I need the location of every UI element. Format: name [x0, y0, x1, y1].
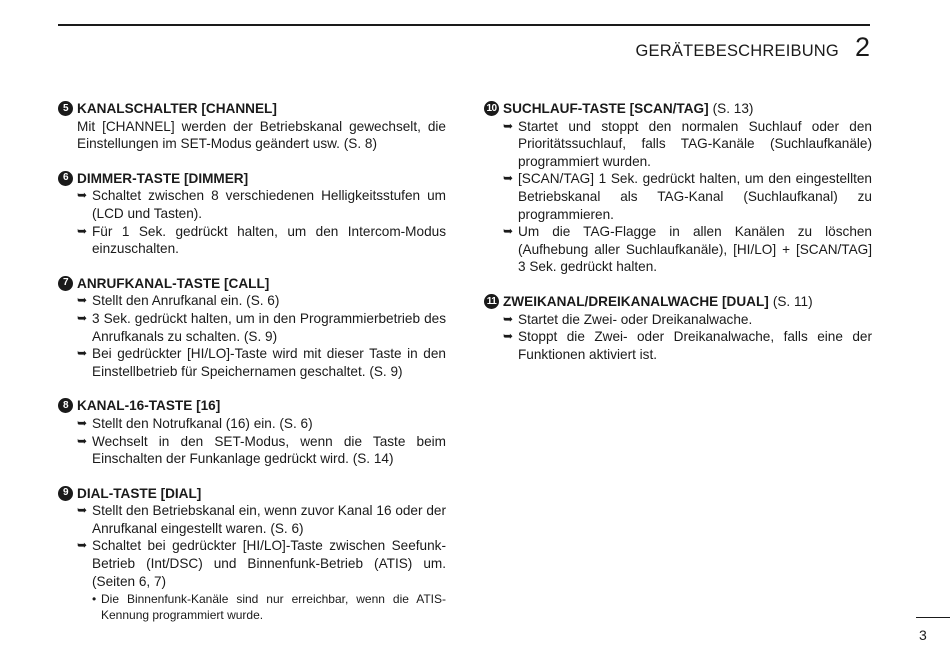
arrow-bullet-icon: ➥	[77, 310, 88, 325]
chapter-title: GERÄTEBESCHREIBUNG	[635, 42, 839, 60]
arrow-bullet-icon: ➥	[503, 118, 514, 133]
section-title: KANALSCHALTER [CHANNEL]	[77, 101, 277, 116]
section-heading-text	[77, 485, 201, 503]
bullet-item	[58, 292, 446, 310]
section-heading-text	[77, 397, 220, 415]
section-heading	[58, 397, 446, 415]
bullet-item	[58, 345, 446, 380]
section-heading	[58, 170, 446, 188]
bullet-item	[58, 223, 446, 258]
arrow-bullet-icon: ➥	[77, 346, 88, 361]
section-number-badge: 6	[58, 171, 73, 186]
footer-rule	[916, 617, 950, 618]
bullet-item	[58, 433, 446, 468]
section-number-badge: 5	[58, 101, 73, 116]
section	[58, 275, 446, 381]
section-heading	[484, 100, 872, 118]
section-title: DIAL-TASTE [DIAL]	[77, 485, 202, 501]
section-title: KANAL-16-TASTE [16]	[77, 398, 221, 414]
left-column	[58, 100, 446, 640]
bullet-item	[484, 170, 872, 223]
bullet-text: Für 1 Sek. gedrückt halten, um den Intercom-Modus einzuschalten.	[92, 223, 446, 257]
arrow-bullet-icon: ➥	[77, 223, 88, 238]
section-heading-text	[77, 100, 277, 118]
section-number-badge: 10	[484, 101, 499, 116]
section	[484, 100, 872, 276]
section-body: Mit [CHANNEL] werden der Betriebskanal gewechselt, die Einstellungen im SET-Modus geändert usw. (S. 8)	[77, 118, 446, 152]
page-header	[635, 32, 870, 63]
arrow-bullet-icon: ➥	[77, 433, 88, 448]
arrow-bullet-icon: ➥	[77, 503, 88, 518]
section	[58, 485, 446, 624]
note-bullet-icon: •	[92, 592, 97, 607]
section-number-badge: 9	[58, 486, 73, 501]
section-title: SUCHLAUF-TASTE [SCAN/TAG]	[503, 101, 709, 116]
section-number-badge: 11	[484, 294, 499, 309]
section-number-badge: 7	[58, 276, 73, 291]
chapter-number: 2	[854, 32, 870, 62]
bullet-item	[58, 187, 446, 222]
section-title: ANRUFKANAL-TASTE [CALL]	[77, 275, 270, 291]
note-text: Die Binnenfunk-Kanäle sind nur erreichbar, wenn die ATIS-Kennung programmiert wurde.	[101, 592, 446, 623]
section-heading	[58, 485, 446, 503]
header-rule	[58, 24, 870, 26]
arrow-bullet-icon: ➥	[77, 538, 88, 553]
bullet-item	[58, 537, 446, 590]
bullet-text: Stoppt die Zwei- oder Dreikanalwache, falls eine der Funktionen aktiviert ist.	[518, 329, 872, 362]
bullet-item	[58, 502, 446, 537]
page-number: 3	[919, 627, 927, 643]
bullet-text: Stellt den Anrufkanal ein. (S. 6)	[92, 293, 280, 309]
section-heading	[58, 275, 446, 293]
bullet-item	[58, 310, 446, 345]
arrow-bullet-icon: ➥	[503, 224, 514, 239]
section-number-badge: 8	[58, 398, 73, 413]
bullet-text: Um die TAG-Flagge in allen Kanälen zu löschen (Aufhebung aller Suchlaufkanäle), [HI/LO] + [SCAN/TAG] 3 Sek. gedrückt halten.	[518, 224, 872, 275]
section	[58, 170, 446, 258]
note	[58, 591, 446, 623]
section-heading-text	[503, 100, 753, 118]
bullet-item	[484, 223, 872, 276]
bullet-text: Stellt den Betriebskanal ein, wenn zuvor Kanal 16 oder der Anrufkanal eingestellt waren. (S. 6)	[92, 503, 446, 536]
section-heading-text	[503, 293, 813, 311]
bullet-text: Startet die Zwei- oder Dreikanalwache.	[518, 311, 753, 327]
section	[58, 397, 446, 467]
bullet-item	[58, 415, 446, 433]
page-reference: (S. 11)	[772, 293, 813, 309]
arrow-bullet-icon: ➥	[503, 329, 514, 344]
arrow-bullet-icon: ➥	[77, 415, 88, 430]
arrow-bullet-icon: ➥	[77, 293, 88, 308]
section-heading-text	[77, 170, 248, 188]
arrow-bullet-icon: ➥	[77, 188, 88, 203]
bullet-item	[484, 118, 872, 171]
bullet-text: Wechselt in den SET-Modus, wenn die Taste beim Einschalten der Funkanlage gedrückt wird. (S. 14)	[92, 433, 446, 467]
bullet-text: Schaltet bei gedrückter [HI/LO]-Taste zwischen Seefunk-Betrieb (Int/DSC) und Binnenfunk-Betrieb (ATIS) um. (Seiten 6, 7)	[92, 538, 446, 589]
bullet-item	[484, 328, 872, 363]
section-title: ZWEIKANAL/DREIKANALWACHE [DUAL]	[503, 293, 769, 309]
bullet-text: 3 Sek. gedrückt halten, um in den Programmierbetrieb des Anrufkanals zu schalten. (S. 9)	[92, 310, 446, 344]
bullet-text: Schaltet zwischen 8 verschiedenen Helligkeitsstufen um (LCD und Tasten).	[92, 188, 446, 221]
page-reference: (S. 13)	[712, 101, 754, 116]
bullet-text: Bei gedrückter [HI/LO]-Taste wird mit dieser Taste in den Einstellbetrieb für Speichernamen geschaltet. (S. 9)	[92, 346, 446, 379]
section-heading	[58, 100, 446, 118]
bullet-text: [SCAN/TAG] 1 Sek. gedrückt halten, um den eingestellten Betriebskanal als TAG-Kanal (Suchlaufkanal) zu programmieren.	[518, 171, 872, 222]
section-heading	[484, 293, 872, 311]
arrow-bullet-icon: ➥	[503, 311, 514, 326]
bullet-text: Startet und stoppt den normalen Suchlauf oder den Prioritätssuchlauf, falls TAG-Kanäle (Suchlaufkanäle) programmiert wurden.	[518, 118, 872, 169]
section	[58, 100, 446, 153]
right-column	[484, 100, 872, 380]
section-title: DIMMER-TASTE [DIMMER]	[77, 170, 249, 186]
bullet-item	[484, 311, 872, 329]
bullet-text: Stellt den Notrufkanal (16) ein. (S. 6)	[92, 415, 313, 431]
section-heading-text	[77, 275, 269, 293]
section	[484, 293, 872, 363]
arrow-bullet-icon: ➥	[503, 171, 514, 186]
